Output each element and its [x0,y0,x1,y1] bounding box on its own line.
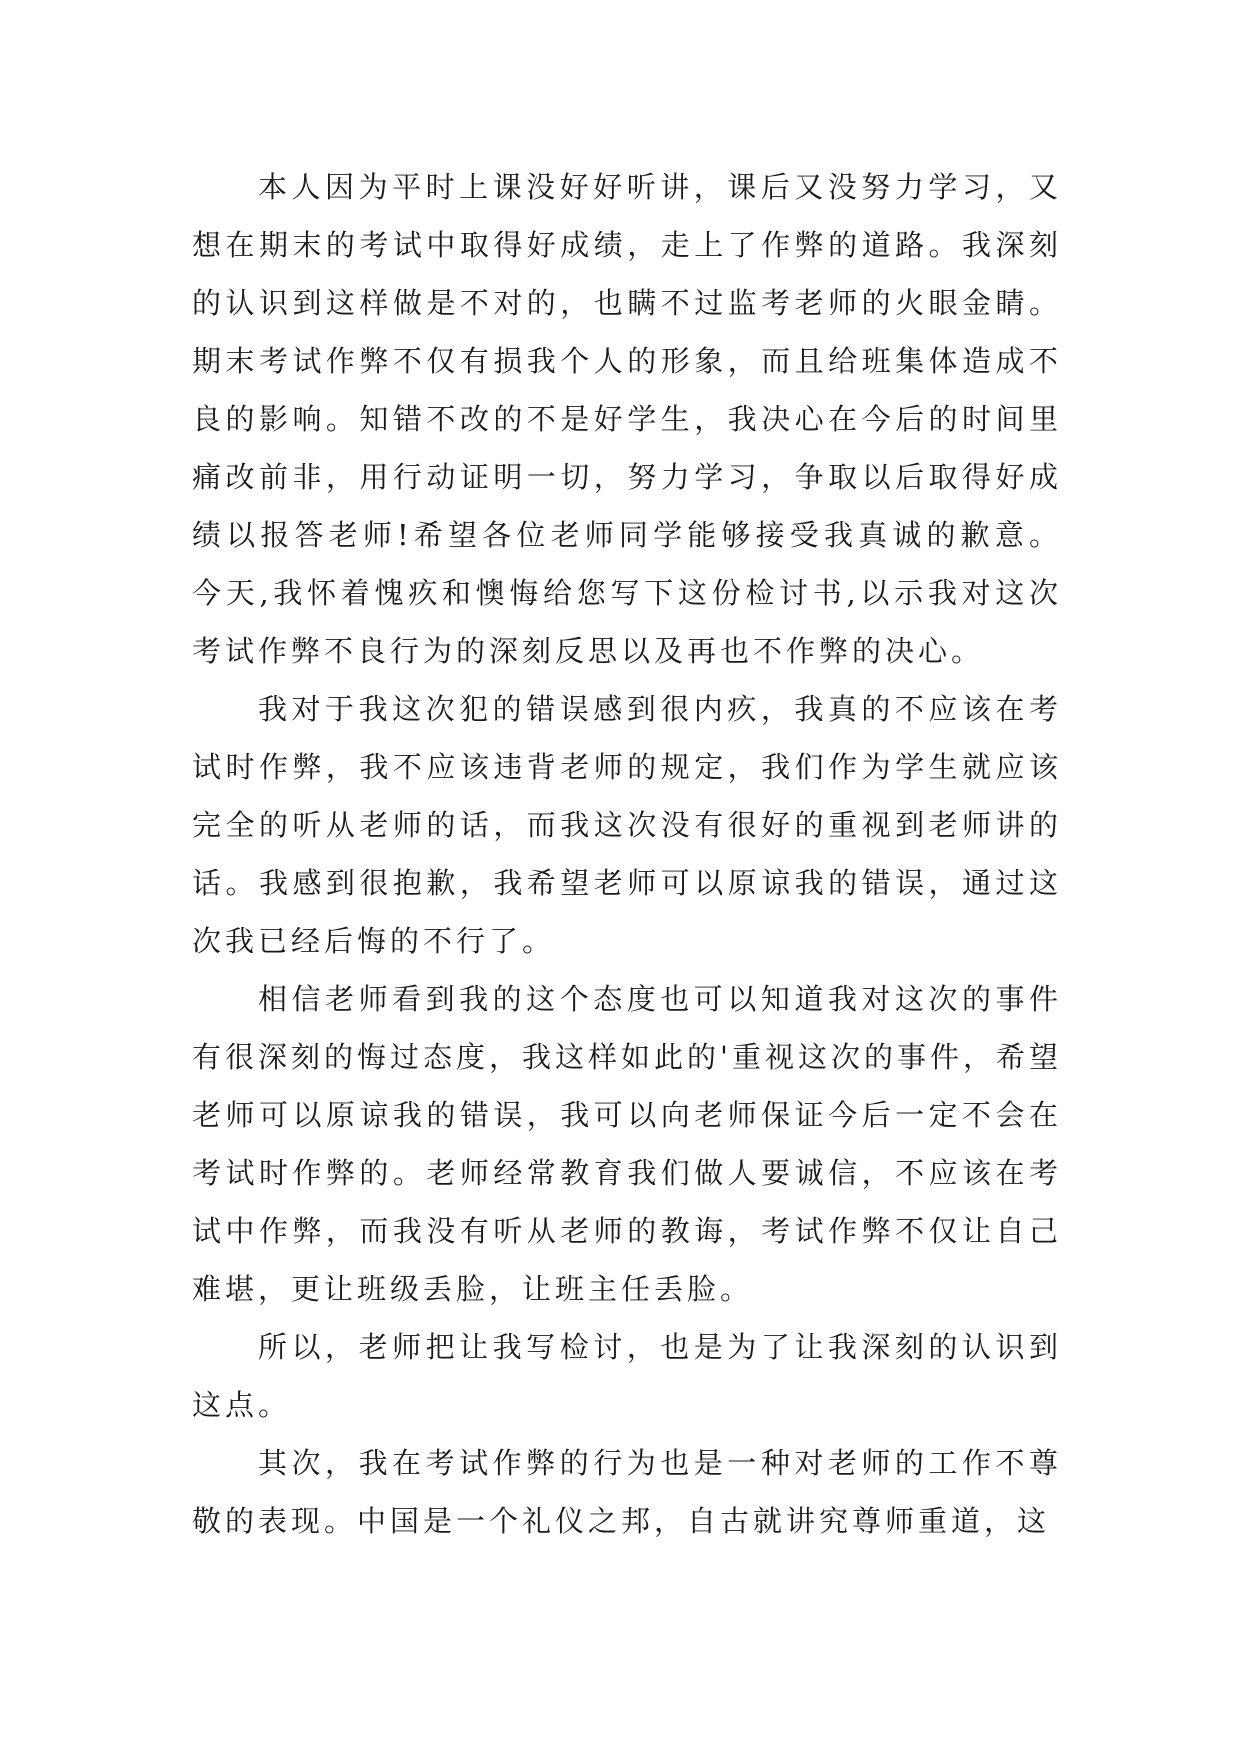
paragraph-5: 其次，我在考试作弊的行为也是一种对老师的工作不尊敬的表现。中国是一个礼仪之邦，自古就讲究尊师重道，这 [192,1446,1062,1538]
document-body [192,158,1062,1550]
paragraph-2: 我对于我这次犯的错误感到很内疚，我真的不应该在考试时作弊，我不应该违背老师的规定，我们作为学生就应该完全的听从老师的话，而我这次没有很好的重视到老师讲的话。我感到很抱歉，我希望老师可以原谅我的错误，通过这次我已经后悔的不行了。 [192,692,1062,958]
paragraph-4: 所以，老师把让我写检讨，也是为了让我深刻的认识到这点。 [192,1330,1062,1422]
paragraph-1: 本人因为平时上课没好好听讲，课后又没努力学习，又想在期末的考试中取得好成绩，走上了作弊的道路。我深刻的认识到这样做是不对的，也瞒不过监考老师的火眼金睛。期末考试作弊不仅有损我个人的形象，而且给班集体造成不良的影响。知错不改的不是好学生，我决心在今后的时间里痛改前非，用行动证明一切，努力学习，争取以后取得好成绩以报答老师!希望各位老师同学能够接受我真诚的歉意。今天,我怀着愧疚和懊悔给您写下这份检讨书,以示我对这次考试作弊不良行为的深刻反思以及再也不作弊的决心。 [192,170,1062,668]
paragraph-3: 相信老师看到我的这个态度也可以知道我对这次的事件有很深刻的悔过态度，我这样如此的'重视这次的事件，希望老师可以原谅我的错误，我可以向老师保证今后一定不会在考试时作弊的。老师经常教育我们做人要诚信，不应该在考试中作弊，而我没有听从老师的教诲，考试作弊不仅让自己难堪，更让班级丢脸，让班主任丢脸。 [192,982,1062,1306]
